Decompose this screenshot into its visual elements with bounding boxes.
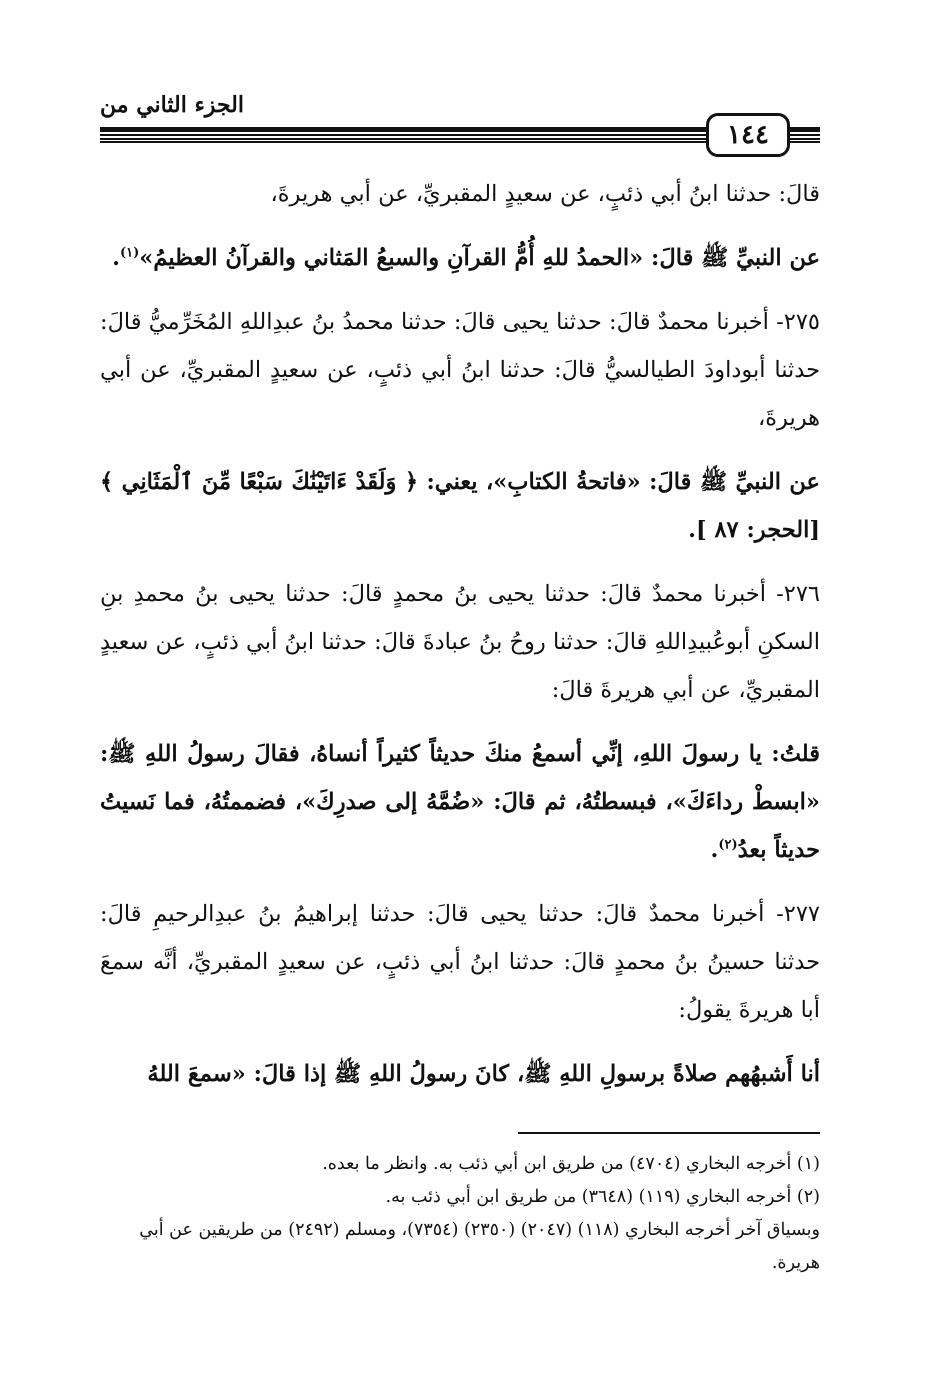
running-header-title: الجزء الثاني من <box>100 92 244 118</box>
paragraph <box>100 234 820 282</box>
paragraph-text: ٢٧٥- أخبرنا محمدٌ قالَ: حدثنا يحيى قالَ: حدثنا محمدُ بنُ عبدِاللهِ المُخَرِّميُّ قالَ: حدثنا أبوداودَ الطيالسيُّ قالَ: حدثنا ابنُ أبي ذئبٍ، عن سعيدٍ المقبريِّ، عن أبي هريرةَ، <box>100 309 820 431</box>
paragraph-tail: . <box>710 837 719 863</box>
paragraph <box>100 298 820 442</box>
header-rule-right <box>790 127 820 143</box>
paragraph-text: قلتُ: يا رسولَ اللهِ، إنِّي أسمعُ منكَ حديثاً كثيراً أنساهُ، فقالَ رسولُ اللهِ ﷺ: «ابسطْ رداءَكَ»، فبسطتُهُ، ثم قالَ: «ضُمَّهُ إلى صدرِكَ»، فضممتُهُ، فما نَسيتُ حديثاً بعدُ <box>100 741 820 863</box>
footnote: (١) أخرجه البخاري (٤٧٠٤) من طريق ابن أبي ذئب به. وانظر ما بعده. <box>322 1154 820 1174</box>
footnote-marker: (٢) <box>718 837 738 853</box>
paragraph-text: أنا أَشبهُهم صلاةً برسولِ اللهِ ﷺ، كانَ رسولُ اللهِ ﷺ إذا قالَ: «سمعَ اللهُ <box>147 1061 820 1087</box>
paragraph-text: ٢٧٧- أخبرنا محمدٌ قالَ: حدثنا يحيى قالَ: حدثنا إبراهيمُ بنُ عبدِالرحيمِ قالَ: حدثنا حسينُ بنُ محمدٍ قالَ: حدثنا ابنُ أبي ذئبٍ، عن سعيدٍ المقبريِّ، أنَّه سمعَ أبا هريرةَ يقولُ: <box>100 901 820 1023</box>
page-number: ١٤٤ <box>727 120 769 150</box>
paragraph-text: ٢٧٦- أخبرنا محمدٌ قالَ: حدثنا يحيى بنُ محمدٍ قالَ: حدثنا يحيى بنُ محمدِ بنِ السكنِ أبوعُبيدِاللهِ قالَ: حدثنا روحُ بنُ عبادةَ قالَ: حدثنا ابنُ أبي ذئبٍ، عن سعيدٍ المقبريِّ، عن أبي هريرةَ قالَ: <box>100 581 820 703</box>
paragraph-text: قالَ: حدثنا ابنُ أبي ذئبٍ، عن سعيدٍ المقبريِّ، عن أبي هريرةَ، <box>270 181 820 207</box>
paragraph <box>100 170 820 218</box>
paragraph <box>100 458 820 554</box>
paragraph <box>100 1050 820 1098</box>
footnotes <box>100 1148 820 1280</box>
paragraph-tail: . <box>112 245 120 271</box>
paragraph <box>100 570 820 714</box>
header-rule <box>100 127 706 143</box>
paragraph-text: عن النبيِّ ﷺ قالَ: «فاتحةُ الكتابِ»، يعني: ﴿ وَلَقَدْ ءَاتَيْنَٰكَ سَبْعًا مِّنَ ٱلْمَثَانِي ﴾ [الحجر: ٨٧ ]. <box>100 469 820 543</box>
main-text <box>100 170 820 1098</box>
footnote-marker: (١) <box>119 245 140 261</box>
paragraph-text: عن النبيِّ ﷺ قالَ: «الحمدُ للهِ أُمُّ القرآنِ والسبعُ المَثاني والقرآنُ العظيمُ» <box>139 245 820 271</box>
footnote-separator <box>518 1132 820 1134</box>
paragraph <box>100 730 820 874</box>
footnote: وبسياق آخر أخرجه البخاري (١١٨) (٢٠٤٧) (٢٣٥٠) (٧٣٥٤)، ومسلم (٢٤٩٢) من طريقين عن أبي هريرة. <box>139 1220 820 1273</box>
paragraph <box>100 890 820 1034</box>
footnote: (٢) أخرجه البخاري (١١٩) (٣٦٤٨) من طريق ابن أبي ذئب به. <box>385 1187 820 1207</box>
page-number-badge <box>706 113 790 157</box>
